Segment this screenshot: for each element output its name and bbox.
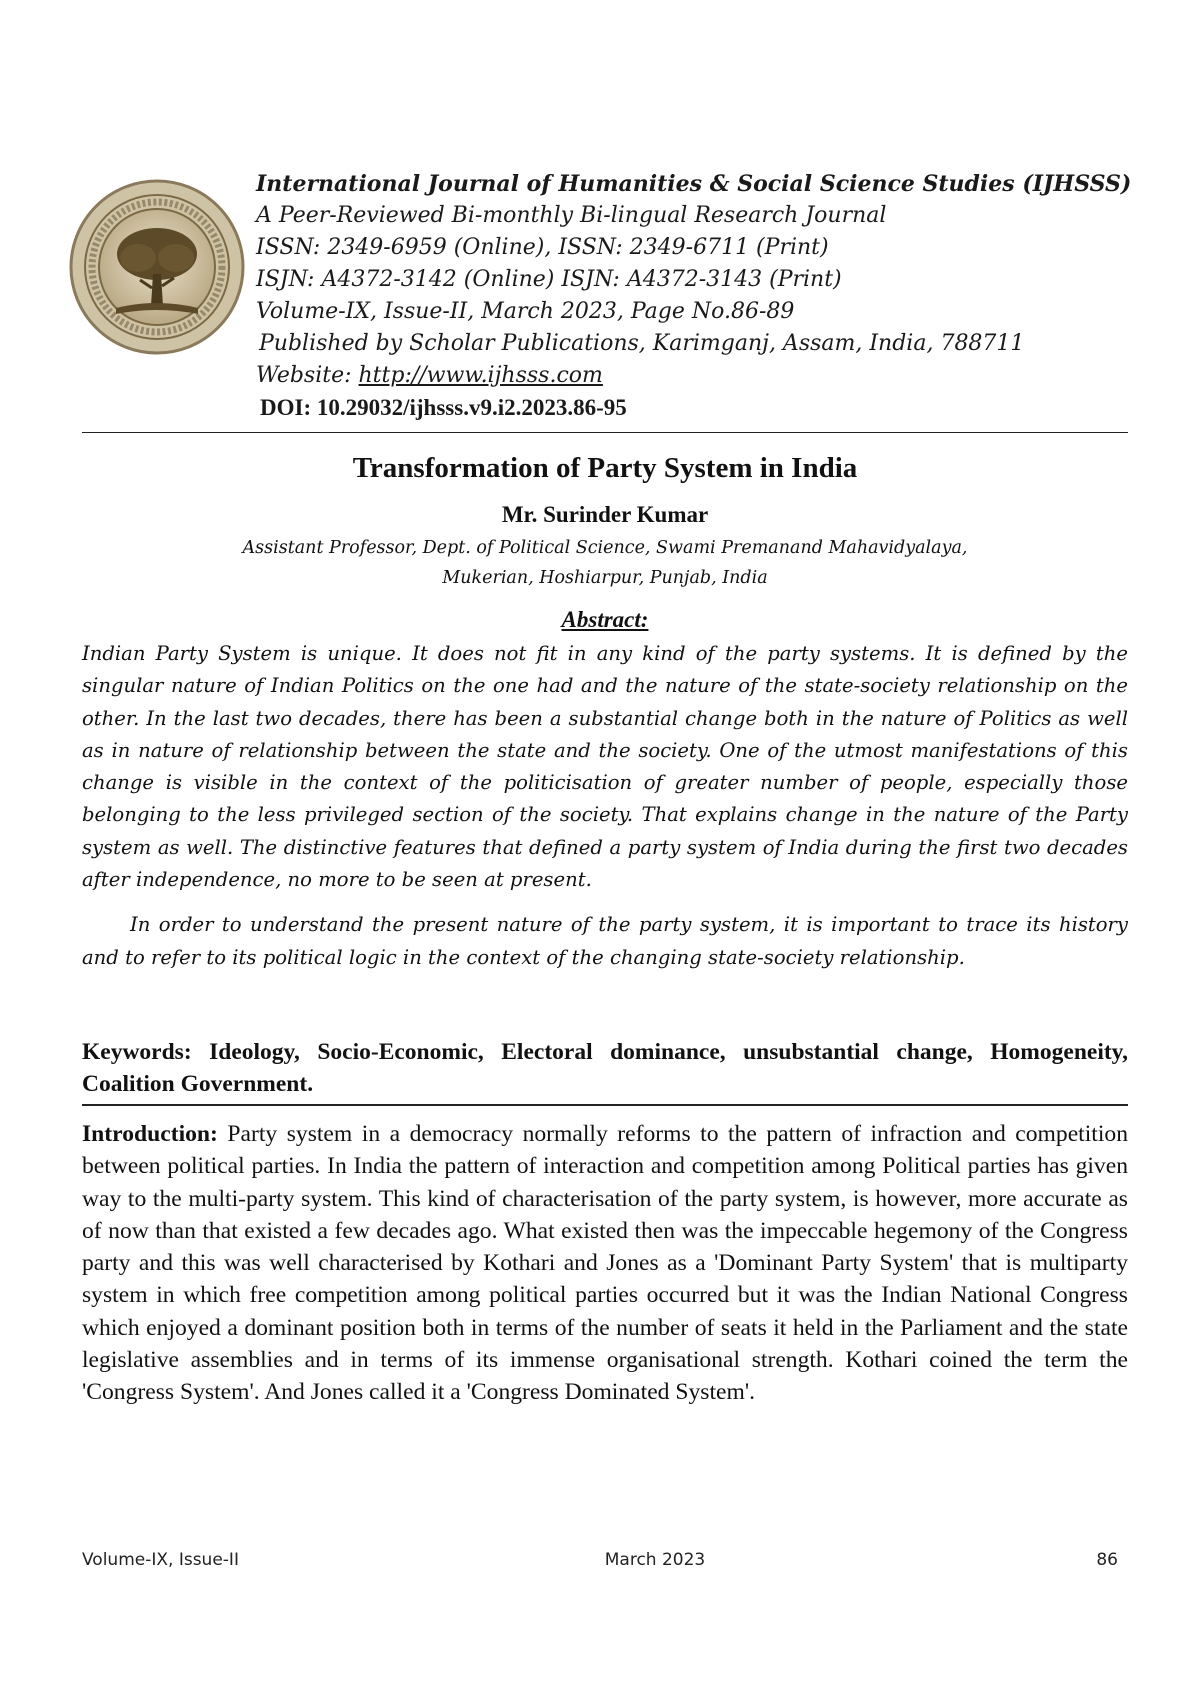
abstract-paragraph-2: In order to understand the present nature of the party system, it is important to trace its history and to refer to its political logic in the context of the changing state-society relationship. [82, 913, 1128, 969]
journal-seal-tree-icon [68, 178, 246, 356]
publisher-line: Published by Scholar Publications, Karimganj, Assam, India, 788711 [259, 331, 1025, 356]
header-divider [82, 432, 1128, 433]
doi-line[interactable]: DOI: 10.29032/ijhsss.v9.i2.2023.86-95 [260, 395, 627, 420]
author-affiliation [82, 533, 1128, 593]
issn-line: ISSN: 2349-6959 (Online), ISSN: 2349-6711 (Print) [256, 235, 829, 260]
keywords: Keywords: Ideology, Socio-Economic, Electoral dominance, unsubstantial change, Homogeneity, Coalition Government. [82, 1039, 1128, 1097]
footer-page-number: 86 [1096, 1550, 1118, 1570]
website-line [256, 360, 1136, 392]
volume-line: Volume-IX, Issue-II, March 2023, Page No.86-89 [256, 299, 795, 324]
introduction-label: Introduction: [82, 1121, 218, 1147]
author-name: Mr. Surinder Kumar [501, 502, 709, 527]
abstract-heading: Abstract: [561, 607, 649, 632]
affiliation-line-1: Assistant Professor, Dept. of Political Science, Swami Premanand Mahavidyalaya, [242, 538, 968, 558]
footer-volume: Volume-IX, Issue-II [82, 1550, 239, 1570]
paper-title: Transformation of Party System in India [352, 452, 858, 484]
journal-title: International Journal of Humanities & Social Science Studies (IJHSSS) [256, 171, 1132, 197]
journal-header [256, 168, 1136, 424]
abstract-paragraph-1: Indian Party System is unique. It does not fit in any kind of the party systems. It is defined by the singular nature of Indian Politics on the one had and the nature of the state-society relationship on the other. In the last two decades, there has been a substantial change both in the nature of Politics as well as in nature of relationship between the state and the society. One of the utmost manifestations of this change is visible in the context of the politicisation of greater number of people, especially those belonging to the less privileged section of the society. That explains change in the nature of the Party system as well. The distinctive features that defined a party system of India during the first two decades after independence, no more to be seen at present. [82, 642, 1128, 892]
keywords-divider [82, 1104, 1128, 1106]
introduction-text: Party system in a democracy normally reforms to the pattern of infraction and competition between political parties. In India the pattern of interaction and competition among Political parties has given way to the multi-party system. This kind of characterisation of the party system, is however, more accurate as of now than that existed a few decades ago. What existed then was the impeccable hegemony of the Congress party and this was well characterised by Kothari and Jones as a 'Dominant Party System' that is multiparty system in which free competition among political parties occurred but it was the Indian National Congress which enjoyed a dominant position both in terms of the number of seats it held in the Parliament and the state legislative assemblies and in terms of its immense organisational strength. Kothari coined the term the 'Congress System'. And Jones called it a 'Congress Dominated System'. [82, 1121, 1128, 1406]
website-label: Website: [256, 363, 359, 388]
journal-subtitle: A Peer-Reviewed Bi-monthly Bi-lingual Research Journal [256, 203, 887, 228]
affiliation-line-2: Mukerian, Hoshiarpur, Punjab, India [442, 568, 768, 588]
isjn-line: ISJN: A4372-3142 (Online) ISJN: A4372-3143 (Print) [256, 267, 842, 292]
abstract-body [82, 638, 1128, 974]
footer-date: March 2023 [604, 1550, 706, 1570]
website-link[interactable]: http://www.ijhsss.com [358, 363, 603, 388]
introduction-paragraph [82, 1118, 1128, 1409]
